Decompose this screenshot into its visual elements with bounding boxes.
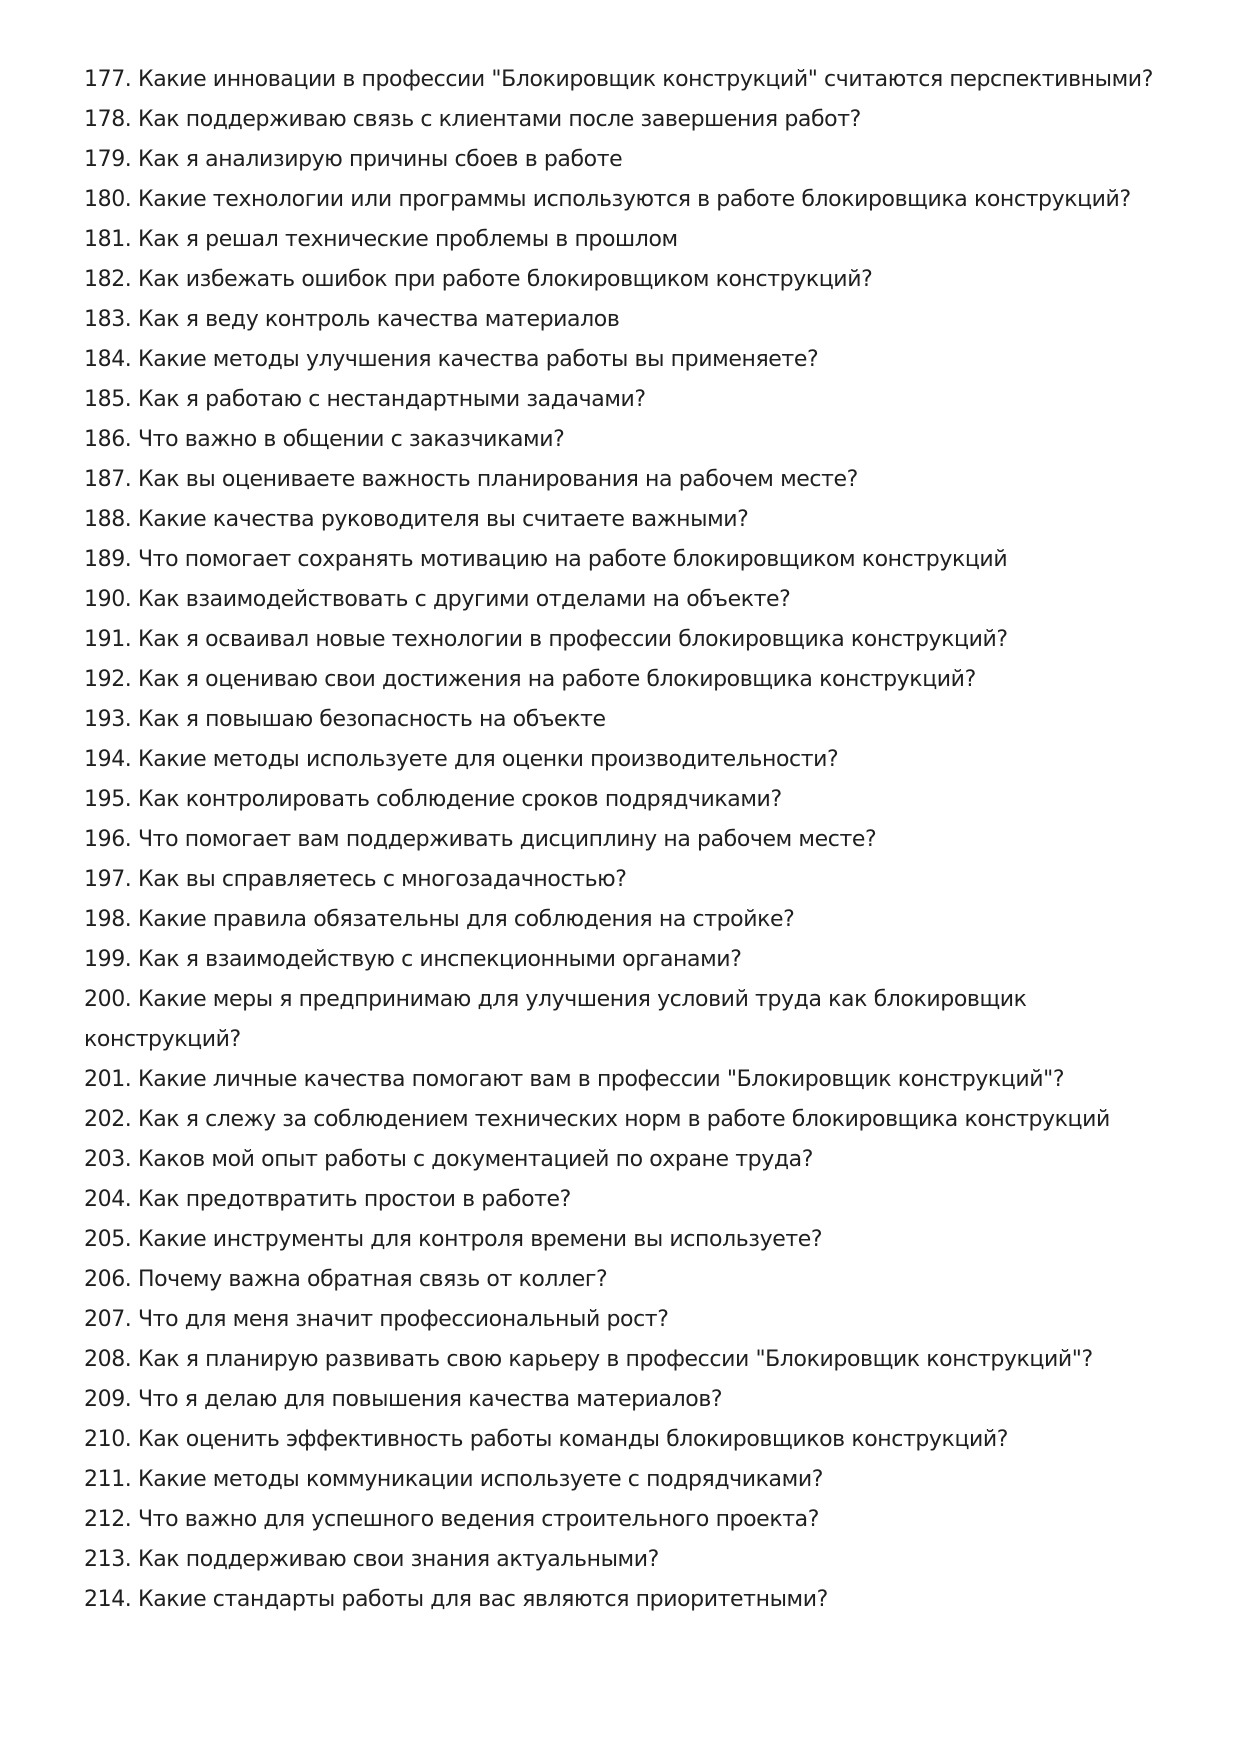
list-item: 195. Как контролировать соблюдение сроков подрядчиками? bbox=[84, 787, 782, 812]
list-item: 179. Как я анализирую причины сбоев в работе bbox=[84, 147, 623, 172]
list-item: 182. Как избежать ошибок при работе блокировщиком конструкций? bbox=[84, 267, 873, 292]
question-list bbox=[84, 60, 1164, 1620]
list-item: 198. Какие правила обязательны для соблюдения на стройке? bbox=[84, 907, 795, 932]
list-item: 203. Каков мой опыт работы с документацией по охране труда? bbox=[84, 1147, 814, 1172]
list-item: 191. Как я осваивал новые технологии в профессии блокировщика конструкций? bbox=[84, 627, 1008, 652]
list-item: 208. Как я планирую развивать свою карьеру в профессии "Блокировщик конструкций"? bbox=[84, 1347, 1093, 1372]
list-item: 205. Какие инструменты для контроля времени вы используете? bbox=[84, 1227, 823, 1252]
list-item: 210. Как оценить эффективность работы команды блокировщиков конструкций? bbox=[84, 1427, 1009, 1452]
list-item: 213. Как поддерживаю свои знания актуальными? bbox=[84, 1547, 659, 1572]
list-item: 190. Как взаимодействовать с другими отделами на объекте? bbox=[84, 587, 791, 612]
list-item: 184. Какие методы улучшения качества работы вы применяете? bbox=[84, 347, 819, 372]
list-item: 185. Как я работаю с нестандартными задачами? bbox=[84, 387, 646, 412]
list-item: 177. Какие инновации в профессии "Блокировщик конструкций" считаются перспективными? bbox=[84, 67, 1153, 92]
list-item: 187. Как вы оцениваете важность планирования на рабочем месте? bbox=[84, 467, 858, 492]
list-item: 201. Какие личные качества помогают вам в профессии "Блокировщик конструкций"? bbox=[84, 1067, 1065, 1092]
list-item: 178. Как поддерживаю связь с клиентами после завершения работ? bbox=[84, 107, 861, 132]
list-item: 211. Какие методы коммуникации используете с подрядчиками? bbox=[84, 1467, 824, 1492]
list-item: 196. Что помогает вам поддерживать дисциплину на рабочем месте? bbox=[84, 827, 877, 852]
document-page bbox=[84, 60, 1164, 1620]
list-item: 209. Что я делаю для повышения качества материалов? bbox=[84, 1387, 723, 1412]
list-item: 180. Какие технологии или программы используются в работе блокировщика конструкций? bbox=[84, 187, 1131, 212]
list-item: 212. Что важно для успешного ведения строительного проекта? bbox=[84, 1507, 819, 1532]
list-item: 214. Какие стандарты работы для вас являются приоритетными? bbox=[84, 1587, 828, 1612]
list-item: 199. Как я взаимодействую с инспекционными органами? bbox=[84, 947, 742, 972]
list-item: 193. Как я повышаю безопасность на объекте bbox=[84, 707, 606, 732]
list-item: 188. Какие качества руководителя вы считаете важными? bbox=[84, 507, 749, 532]
list-item: 181. Как я решал технические проблемы в прошлом bbox=[84, 227, 678, 252]
list-item: 202. Как я слежу за соблюдением технических норм в работе блокировщика конструкций bbox=[84, 1107, 1110, 1132]
list-item: 192. Как я оцениваю свои достижения на работе блокировщика конструкций? bbox=[84, 667, 976, 692]
list-item: 186. Что важно в общении с заказчиками? bbox=[84, 427, 565, 452]
list-item: 194. Какие методы используете для оценки производительности? bbox=[84, 747, 839, 772]
list-item: 200. Какие меры я предпринимаю для улучшения условий труда как блокировщик конструкций? bbox=[84, 987, 1027, 1052]
list-item: 189. Что помогает сохранять мотивацию на работе блокировщиком конструкций bbox=[84, 547, 1008, 572]
list-item: 207. Что для меня значит профессиональный рост? bbox=[84, 1307, 669, 1332]
list-item: 206. Почему важна обратная связь от коллег? bbox=[84, 1267, 608, 1292]
list-item: 183. Как я веду контроль качества материалов bbox=[84, 307, 620, 332]
list-item: 204. Как предотвратить простои в работе? bbox=[84, 1187, 571, 1212]
list-item: 197. Как вы справляетесь с многозадачностью? bbox=[84, 867, 627, 892]
